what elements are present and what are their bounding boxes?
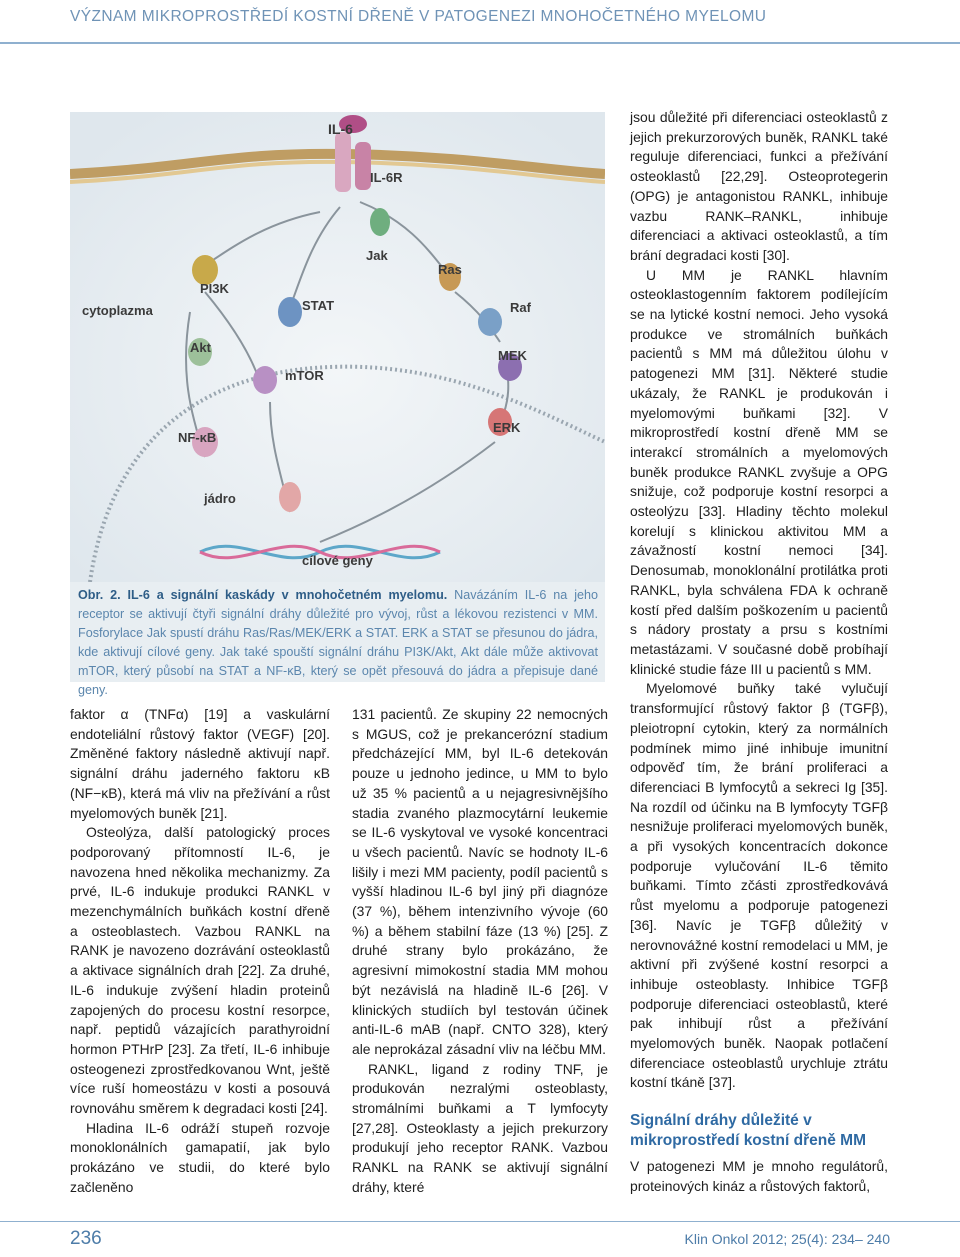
text-column-2 [352,705,608,1198]
paragraph: 131 pacientů. Ze skupiny 22 nemocných s MGUS, což je prekancerózní stadium předcházející MM, byl IL-6 detekován pouze u jednoho jedince, u MM to bylo už 35 % pacientů a u nejagresivnějšího stadia zvaného plazmocytární leukemie se IL-6 vyskytoval ve vysoké koncentraci u všech pacientů. Navíc se hodnoty IL-6 lišily i mezi MM pacienty, podíl pacientů s vyšší hladinou IL-6 byl jiný při diagnóze (37 %), během intenzivního vývoje (60 %) a během stabilní fáze (13 %) [25]. Z druhé strany bylo prokázáno, že agresivní mimokostní stadia MM mohou být nezávislá na hladině IL-6 [26]. V klinických studiích byl testován účinek anti-IL-6 mAB (např. CNTO 328), který ale neprokázal zásadní vliv na léčbu MM. [352,706,608,1057]
label-nucleus: jádro [204,491,236,506]
label-mek: MEK [498,348,527,363]
paragraph: jsou důležité při diferenciaci osteoklastů z jejich prekurzorových buněk, RANKL také reguluje diferenciaci, funkci a přežívání osteoklastů [22,29]. Osteoprotegerin (OPG) je antagonistou RANKL, inhibuje vazbu RANK–RANKL, inhibuje diferenciaci a aktivaci osteoklastů, a tím brání degradaci kosti [30]. [630,109,888,263]
jak-shape [370,208,390,236]
signaling-diagram [70,112,605,582]
running-header: VÝZNAM MIKROPROSTŘEDÍ KOSTNÍ DŘENĚ V PATOGENEZI MNOHOČETNÉHO MYELOMU [70,8,767,25]
label-raf: Raf [510,300,531,315]
figure-caption-text: Navázáním IL-6 na jeho receptor se aktivují čtyři signální dráhy důležité pro vývoj, růst a lékovou rezistenci v MM. Fosforylace Jak spustí dráhu Ras/Ras/MEK/ERK a STAT. ERK a STAT se přesunou do jádra, kde aktivují cílové geny. Jak také spouští signální dráhu PI3K/Akt, Akt dále může aktivovat mTOR, který působí na STAT a NF-κB, který se opět přesouvá do jádra a přepisuje dané geny. [78,588,598,697]
stat-nuclear-shape [279,482,301,512]
footer-rule [0,1221,960,1222]
raf-shape [478,308,502,336]
paragraph: U MM je RANKL hlavním osteoklastogenním faktorem podílejícím se na lytické kostní nemoci. Jeho vysoká produkce ve stromálních buňkách pacientů s MM má důležitou úlohu v patogenezi MM [31]. Některé studie ukázaly, že RANKL je produkován i myelomovými buňkami [32]. V mikroprostředí kostní dřeně MM se interakcí stromálních a myelomových buněk produkce RANKL zvyšuje a OPG snižuje, což podporuje kostní resorpci a osteolýzu [33]. Hladiny těchto molekul korelují s klinickou aktivitou MM a závažností kostní nemoci [34]. Denosumab, monoklonální protilátka proti RANKL, byla schválena FDA k ochraně kostí před dalším poškozením u pacientů s nádory prostaty a prsu s kostními metastázami. V současné době probíhají klinické studie fáze III u pacientů s MM. [630,266,888,677]
header-rule [0,42,960,44]
text-column-1 [70,705,330,1198]
label-pi3k: PI3K [200,281,229,296]
figure-caption-title: Obr. 2. IL-6 a signální kaskády v mnohočetném myelomu. [78,588,448,602]
paragraph: faktor α (TNFα) [19] a vaskulární endoteliální růstový faktor (VEGF) [20]. Změněné faktory následně aktivují např. signální dráhu jaderného faktoru κB (NF−κB), která má vliv na přežívání a růst myelomových buněk [21]. [70,706,330,821]
label-mtor: mTOR [285,368,324,383]
label-cytoplasm: cytoplazma [82,303,153,318]
label-jak: Jak [366,248,388,263]
page-number: 236 [70,1228,102,1249]
label-il6: IL-6 [328,121,353,137]
label-erk: ERK [493,420,521,435]
label-nfkb: NF-κB [178,430,217,445]
il6-receptor-shape [335,132,351,192]
paragraph: Hladina IL-6 odráží stupeň rozvoje monoklonálních gamapatií, jak bylo prokázáno ve studii, do které bylo začleněno [70,1119,330,1195]
figure [70,112,605,697]
label-stat: STAT [302,298,335,313]
paragraph: RANKL, ligand z rodiny TNF, je produkován nezralými osteoblasty, stromálními buňkami a T lymfocyty [27,28]. Osteoklasty a jejich prekurzory produkují jeho receptor RANK. Vazbou RANKL na RANK se aktivují signální dráhy, které [352,1060,608,1195]
mtor-shape [253,366,277,394]
section-heading: Signální dráhy důležité v mikroprostředí kostní dřeně MM [630,1112,866,1150]
paragraph: Osteolýza, další patologický proces podporovaný přítomností IL-6, je navozena hned několika mechanizmy. Za prvé, IL-6 indukuje produkci RANKL v mezenchymálních buňkách kostní dřeně a osteoblastech. Vazbou RANKL na RANK je navozeno dozrávání osteoklastů a aktivace signálních drah [22]. Za druhé, IL-6 indukuje zvýšení hladin proteinů zapojených do procesu kostní resorpce, např. peptidů vázajících parathyroidní hormon PTHrP [23]. Za třetí, IL-6 inhibuje osteogenezi zprostředkovanou Wnt, ještě více ruší homeostázu v kosti a posouvá rovnováhu směrem k degradaci kosti [24]. [70,824,330,1117]
text-column-3 [630,108,888,1197]
figure-caption [78,586,598,700]
label-target-genes: cílové geny [302,553,373,568]
paragraph: Myelomové buňky také vylučují transformující růstový faktor β (TGFβ), pleiotropní cytokin, který za normálních podmínek mimo jiné inhibuje imunitní odpověď tím, že brání proliferaci a diferenciaci B lymfocytů a sekreci Ig [35]. Na rozdíl od účinku na B lymfocyty TGFβ nesnižuje proliferaci myelomových buněk, a při vysokých koncentracích dokonce podporuje vylučování IL-6 těmito buňkami. Tímto zčásti zprostředkovává růst myelomu a podporuje patogenezi [36]. Navíc je TGFβ důležitý v nerovnovážné kostní remodelaci u MM, je aktivní při zvýšené kostní resorpci a inhibuje osteoblasty. Inhibice TGFβ podporuje diferenciaci osteoblastů, které pak inhibují růst a přežívání myelomových buněk. Naopak potlačení diferenciace osteoblastů urychluje ztrátu kostní tkáně [37]. [630,680,888,1091]
label-il6r: IL-6R [370,170,403,185]
paragraph: V patogenezi MM je mnoho regulátorů, proteinových kináz a růstových faktorů, [630,1158,888,1194]
journal-reference: Klin Onkol 2012; 25(4): 234– 240 [684,1231,890,1247]
label-akt: Akt [190,340,211,355]
label-ras: Ras [438,262,462,277]
stat-shape [278,297,302,327]
